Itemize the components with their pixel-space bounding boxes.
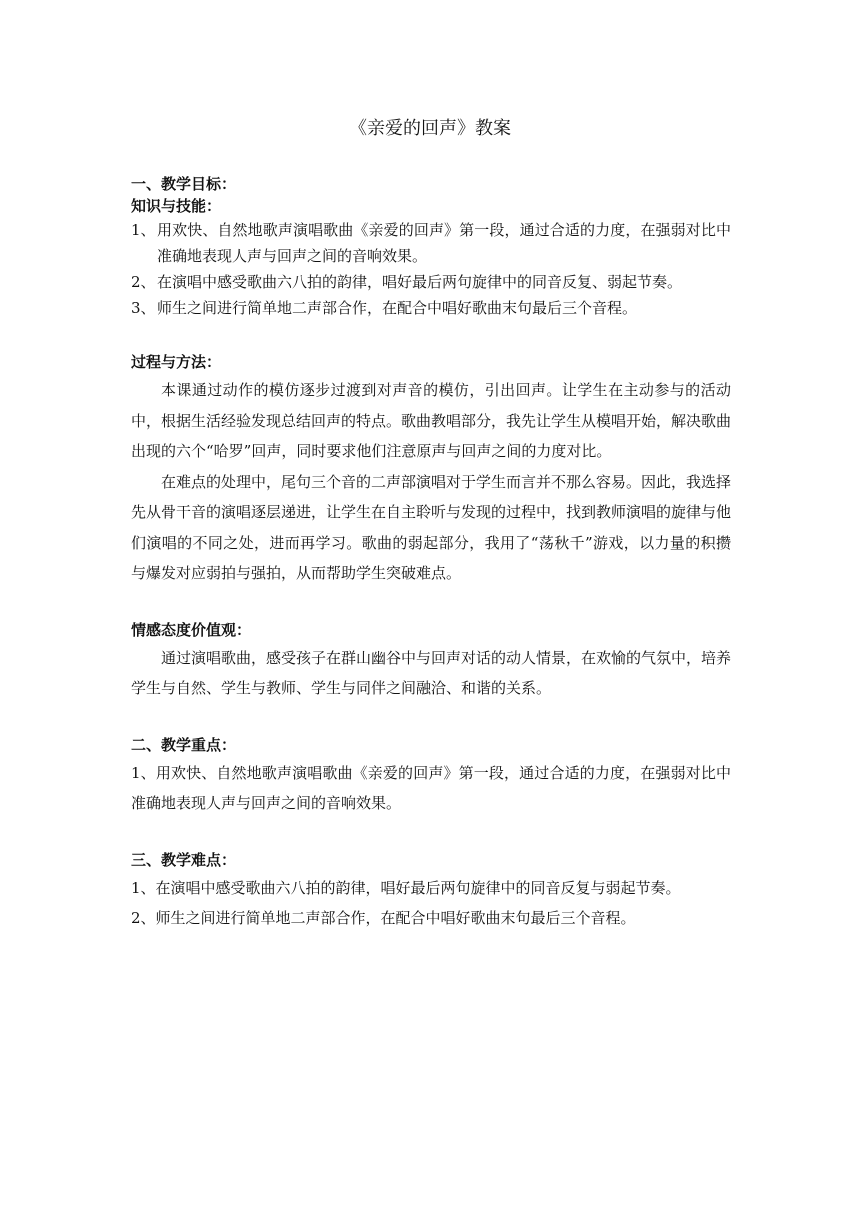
list-item (131, 217, 731, 269)
section-heading-objectives: 一、教学目标： (131, 175, 237, 193)
subheading-attitudes-values: 情感态度价值观： (131, 620, 252, 639)
document-title: 《亲爱的回声》教案 (349, 118, 511, 139)
difficulty-line: 2、师生之间进行简单地二声部合作，在配合中唱好歌曲末句最后三个音程。 (131, 909, 636, 927)
list-item-text: 用欢快、自然地歌声演唱歌曲《亲爱的回声》第一段，通过合适的力度，在强弱对比中准确地表现人声与回声之间的音响效果。 (157, 221, 731, 265)
section-heading-difficulties: 三、教学难点： (131, 850, 237, 869)
subheading-knowledge-skills: 知识与技能： (131, 197, 222, 215)
list-item-text: 师生之间进行简单地二声部合作，在配合中唱好歌曲末句最后三个音程。 (157, 299, 638, 317)
difficulty-line: 1、在演唱中感受歌曲六八拍的韵律，唱好最后两句旋律中的同音反复与弱起节奏。 (131, 878, 681, 897)
list-item-number: 2、 (131, 273, 156, 291)
document-body (131, 173, 731, 934)
list-item (131, 295, 731, 321)
list-item (131, 269, 731, 295)
key-point-line: 1、用欢快、自然地歌声演唱歌曲《亲爱的回声》第一段，通过合适的力度，在强弱对比中准确地表现人声与回声之间的音响效果。 (131, 763, 731, 812)
list-item-number: 1、 (131, 221, 156, 239)
paragraph: 通过演唱歌曲，感受孩子在群山幽谷中与回声对话的动人情景，在欢愉的气氛中，培养学生与自然、学生与教师、学生与同伴之间融洽、和谐的关系。 (131, 648, 732, 697)
paragraph: 在难点的处理中，尾句三个音的二声部演唱对于学生而言并不那么容易。因此，我选择先从骨干音的演唱逐层递进，让学生在自主聆听与发现的过程中，找到教师演唱的旋律与他们演唱的不同之处，进而再学习。歌曲的弱起部分，我用了“荡秋千”游戏，以力量的积攒与爆发对应弱拍与强拍，从而帮助学生突破难点。 (131, 472, 732, 582)
subheading-process-methods: 过程与方法： (131, 353, 222, 371)
paragraph: 本课通过动作的模仿逐步过渡到对声音的模仿，引出回声。让学生在主动参与的活动中，根据生活经验发现总结回声的特点。歌曲教唱部分，我先让学生从模唱开始，解决歌曲出现的六个“哈罗”回声，同时要求他们注意原声与回声之间的力度对比。 (131, 381, 732, 460)
section-heading-key-points: 二、教学重点： (131, 735, 237, 754)
list-item-text: 在演唱中感受歌曲六八拍的韵律，唱好最后两句旋律中的同音反复、弱起节奏。 (157, 273, 683, 291)
list-item-number: 3、 (131, 299, 156, 317)
